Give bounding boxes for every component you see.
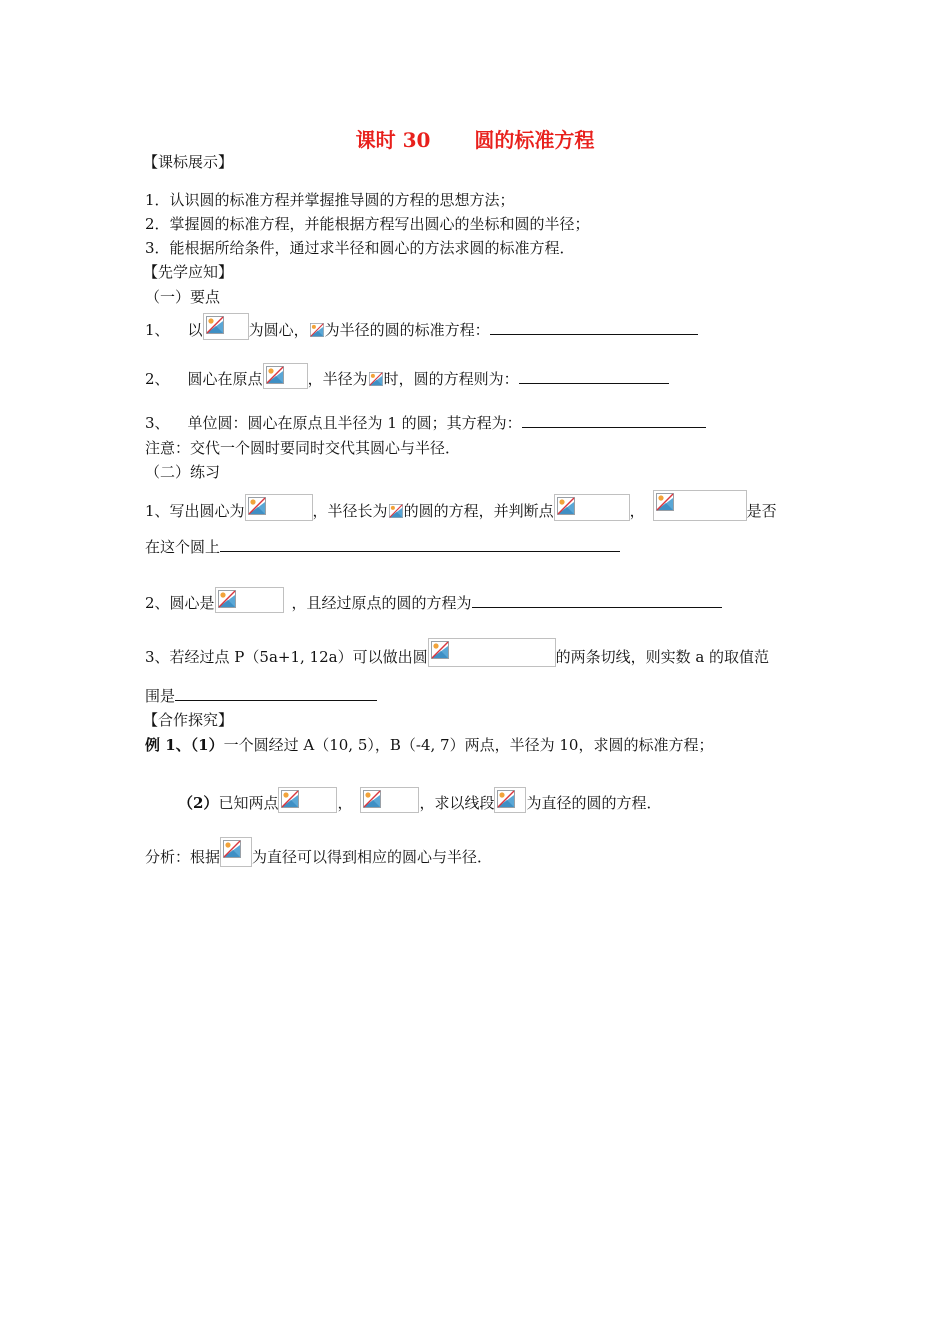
- goal-3: 3．能根据所给条件，通过求半径和圆心的方法求圆的标准方程．: [145, 239, 575, 257]
- broken-image-icon: [389, 504, 403, 518]
- broken-image-icon: [218, 590, 236, 608]
- formula-image: [360, 787, 419, 813]
- formula-image: [388, 501, 404, 521]
- point-2: 2、 圆心在原点 ，半径为 时，圆的方程则为：: [145, 363, 669, 389]
- goal-1: 1．认识圆的标准方程并掌握推导圆的方程的思想方法；: [145, 191, 515, 209]
- goal-2: 2．掌握圆的标准方程，并能根据方程写出圆心的坐标和圆的半径；: [145, 215, 590, 233]
- practice-1: 1、写出圆心为 ，半径长为 的圆的方程，并判断点 ， 是否: [145, 490, 777, 521]
- formula-image: [245, 494, 313, 521]
- formula-image: [653, 490, 747, 521]
- broken-image-icon: [248, 497, 266, 515]
- answer-blank[interactable]: [175, 686, 377, 701]
- example-1-part-2: （2）已知两点 ， ，求以线段 为直径的圆的方程．: [178, 787, 662, 813]
- title-topic: 圆的标准方程: [474, 128, 595, 152]
- point-3: 3、 单位圆：圆心在原点且半径为 1 的圆；其方程为：: [145, 413, 706, 433]
- broken-image-icon: [206, 316, 224, 334]
- formula-image: [554, 494, 630, 521]
- practice-3-cont: 围是: [145, 686, 377, 706]
- broken-image-icon: [369, 372, 383, 386]
- answer-blank[interactable]: [220, 537, 620, 552]
- section-kebiao: 【课标展示】: [143, 153, 234, 171]
- broken-image-icon: [223, 840, 241, 858]
- example-label: 例 1、: [145, 736, 191, 754]
- point-1: 1、 以 为圆心， 为半径的圆的标准方程：: [145, 313, 698, 340]
- answer-blank[interactable]: [490, 320, 698, 335]
- section-lianxi: （二）练习: [145, 463, 221, 481]
- section-hezuo: 【合作探究】: [143, 711, 234, 729]
- broken-image-icon: [656, 493, 674, 511]
- formula-image: [428, 638, 556, 667]
- broken-image-icon: [281, 790, 299, 808]
- formula-image: [203, 313, 249, 340]
- formula-image: [368, 369, 384, 389]
- broken-image-icon: [310, 323, 324, 337]
- broken-image-icon: [363, 790, 381, 808]
- formula-image: [263, 363, 308, 389]
- practice-3: 3、若经过点 P（5a+1, 12a）可以做出圆 的两条切线，则实数 a 的取值范: [145, 638, 769, 667]
- broken-image-icon: [431, 641, 449, 659]
- answer-blank[interactable]: [472, 593, 722, 608]
- section-xianxue: 【先学应知】: [143, 263, 234, 281]
- formula-image: [278, 787, 337, 813]
- broken-image-icon: [557, 497, 575, 515]
- section-yaodian: （一）要点: [145, 288, 221, 306]
- formula-image: [220, 837, 252, 867]
- broken-image-icon: [497, 790, 515, 808]
- page-title: [0, 124, 950, 153]
- answer-blank[interactable]: [519, 369, 669, 384]
- formula-image: [215, 587, 284, 613]
- formula-image: [309, 320, 325, 340]
- answer-blank[interactable]: [522, 413, 706, 428]
- note: 注意：交代一个圆时要同时交代其圆心与半径．: [145, 439, 461, 457]
- broken-image-icon: [266, 366, 284, 384]
- example-1: 例 1、（1）一个圆经过 A（10, 5），B（-4, 7）两点，半径为 10，求圆的标准方程；: [145, 736, 714, 754]
- practice-1-cont: 在这个圆上: [145, 537, 620, 557]
- practice-2: 2、圆心是 ，且经过原点的圆的方程为: [145, 587, 722, 613]
- analysis: 分析：根据 为直径可以得到相应的圆心与半径．: [145, 837, 492, 867]
- formula-image: [494, 787, 526, 813]
- title-lesson: 课时 30: [355, 128, 431, 152]
